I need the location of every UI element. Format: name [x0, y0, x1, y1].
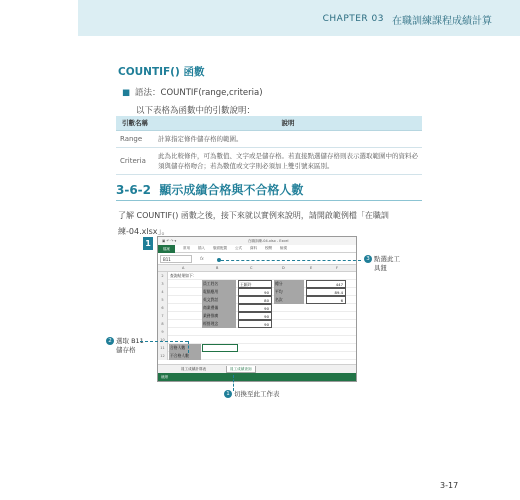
ribbon-tab[interactable]: 公式 — [235, 246, 242, 250]
bullet-icon: ■ — [122, 88, 131, 98]
page-number: 3-17 — [440, 481, 459, 490]
ribbon-tab[interactable]: 校閱 — [265, 246, 272, 250]
step-badge: 1 — [143, 237, 153, 250]
callout-number: 1 — [224, 390, 232, 398]
row-number[interactable]: 9 — [158, 328, 168, 336]
arguments-table — [116, 116, 422, 175]
ribbon-tabs — [158, 245, 356, 253]
summary-value-cell[interactable]: 89.4 — [306, 288, 346, 296]
syntax-line — [122, 86, 263, 98]
sheet-row — [158, 328, 357, 336]
subsection-number: 3-6-2 — [116, 183, 152, 197]
sheet-row — [158, 320, 357, 328]
arg-desc: 此為比較條件，可為數值、文字或是儲存格。若直接點選儲存格則表示選取範圍中的資料必須與儲存格吻合；若為數值或文字則必須加上雙引號來區別。 — [154, 147, 422, 174]
column-label[interactable]: D — [282, 266, 285, 270]
formula-bar — [158, 253, 356, 265]
row-number[interactable]: 2 — [158, 272, 168, 280]
summary-label-cell[interactable]: 總分 — [274, 280, 304, 288]
sheet-row — [158, 304, 357, 312]
column-label[interactable]: F — [336, 266, 339, 270]
column-label[interactable]: A — [182, 266, 185, 270]
table-header-row — [116, 116, 422, 130]
callout-number: 3 — [364, 255, 372, 263]
sheet-row — [158, 352, 357, 360]
sheet-row — [158, 296, 357, 304]
score-cell[interactable]: 90 — [238, 312, 272, 320]
callout-text: 切換至此工作表 — [234, 390, 280, 398]
row-number[interactable]: 11 — [158, 344, 168, 352]
window-title: 在職訓練-04.xlsx - Excel — [248, 239, 289, 243]
callout-text: 具鈕 — [374, 264, 387, 272]
field-label-cell[interactable]: 電腦應用 — [202, 288, 236, 296]
row-number[interactable]: 8 — [158, 320, 168, 328]
summary-label-cell[interactable]: 平均 — [274, 288, 304, 296]
sheet-row — [158, 280, 357, 288]
callout-leader — [188, 341, 189, 353]
row-number[interactable]: 3 — [158, 280, 168, 288]
syntax-text: 語法：COUNTIF(range,criteria) — [135, 88, 263, 98]
ribbon-tab[interactable]: 檢視 — [280, 246, 287, 250]
summary-value-cell[interactable]: 447 — [306, 280, 346, 288]
column-label[interactable]: C — [250, 266, 253, 270]
status-bar: 就緒 — [158, 373, 357, 381]
callout-select-cell — [106, 337, 144, 355]
callout-leader — [233, 375, 234, 391]
row-number[interactable]: 5 — [158, 296, 168, 304]
name-box[interactable]: B11 — [160, 255, 192, 263]
chapter-label: CHAPTER 03 — [322, 14, 384, 24]
chapter-title: 在職訓練課程成績計算 — [392, 16, 492, 27]
heading-rule — [116, 200, 422, 201]
callout-switch-sheet — [224, 390, 280, 399]
ribbon-tab[interactable]: 版面配置 — [213, 246, 227, 250]
field-label-cell[interactable]: 英文對話 — [202, 296, 236, 304]
summary-value-cell[interactable]: 6 — [306, 296, 346, 304]
callout-leader — [140, 341, 188, 342]
quick-access-icons[interactable]: ▣ ↶ ↷ ▾ — [162, 239, 177, 243]
count-label-cell[interactable]: 合格人數 — [169, 344, 201, 352]
column-label[interactable]: E — [310, 266, 313, 270]
table-intro: 以下表格為函數中的引數說明： — [136, 106, 256, 116]
row-number[interactable]: 10 — [158, 336, 168, 344]
sheet-tab[interactable]: 員工成績計算表 — [181, 367, 207, 371]
field-label-cell[interactable]: 業務推廣 — [202, 312, 236, 320]
field-label-cell[interactable]: 經營理念 — [202, 320, 236, 328]
column-label[interactable]: B — [216, 266, 219, 270]
column-headers — [158, 265, 356, 272]
sheet-tabs — [158, 364, 357, 373]
table-row — [116, 147, 422, 174]
callout-toolbar-button — [364, 255, 400, 273]
count-label-cell[interactable]: 不合格人數 — [169, 352, 201, 360]
column-header: 引數名稱 — [116, 116, 154, 130]
sheet-row — [158, 272, 357, 280]
body-paragraph: 了解 COUNTIF() 函數之後，接下來就以實例來說明，請開啟範例檔「在職訓練-04.xlsx」。 — [118, 211, 389, 236]
excel-window — [157, 236, 357, 382]
callout-number: 2 — [106, 337, 114, 345]
ribbon-tab[interactable]: 資料 — [250, 246, 257, 250]
ribbon-tab[interactable]: 插入 — [198, 246, 205, 250]
callout-leader — [221, 260, 361, 261]
field-label-cell[interactable]: 商業禮儀 — [202, 304, 236, 312]
ribbon-tab-file[interactable]: 檔案 — [158, 245, 175, 253]
sheet-row — [158, 312, 357, 320]
row-number[interactable]: 4 — [158, 288, 168, 296]
arg-desc: 計算指定條件儲存格的範圍。 — [154, 130, 422, 147]
subsection-heading — [116, 181, 303, 198]
score-cell[interactable]: 90 — [238, 304, 272, 312]
arg-name: Range — [116, 130, 154, 147]
table-row — [116, 130, 422, 147]
selected-cell-b11[interactable] — [202, 344, 238, 352]
subsection-title: 顯示成績合格與不合格人數 — [159, 183, 304, 197]
field-label-cell[interactable]: 員工姓名 — [202, 280, 236, 288]
score-cell[interactable]: 90 — [238, 288, 272, 296]
score-cell[interactable]: 80 — [238, 296, 272, 304]
excel-title-bar — [158, 237, 356, 245]
callout-text: 儲存格 — [116, 346, 136, 354]
sheet-tab-active[interactable]: 員工成績查詢 — [226, 366, 256, 373]
section-title: COUNTIF() 函數 — [118, 66, 205, 78]
row-number[interactable]: 7 — [158, 312, 168, 320]
column-header: 說明 — [154, 116, 422, 130]
callout-text: 選取 B11 — [116, 337, 144, 345]
banner-cell[interactable]: 查詢結果如下： — [170, 273, 197, 278]
row-number[interactable]: 6 — [158, 304, 168, 312]
insert-function-button[interactable]: fx — [200, 256, 204, 261]
row-number[interactable]: 12 — [158, 352, 168, 360]
arg-name: Criteria — [116, 147, 154, 174]
ribbon-tab[interactable]: 常用 — [183, 246, 190, 250]
sheet-row — [158, 288, 357, 296]
sheet-grid[interactable] — [158, 272, 356, 368]
name-value-cell[interactable]: 王穎玲 — [238, 280, 272, 288]
callout-text: 點選此工 — [374, 255, 400, 263]
summary-label-cell[interactable]: 名次 — [274, 296, 304, 304]
score-cell[interactable]: 90 — [238, 320, 272, 328]
